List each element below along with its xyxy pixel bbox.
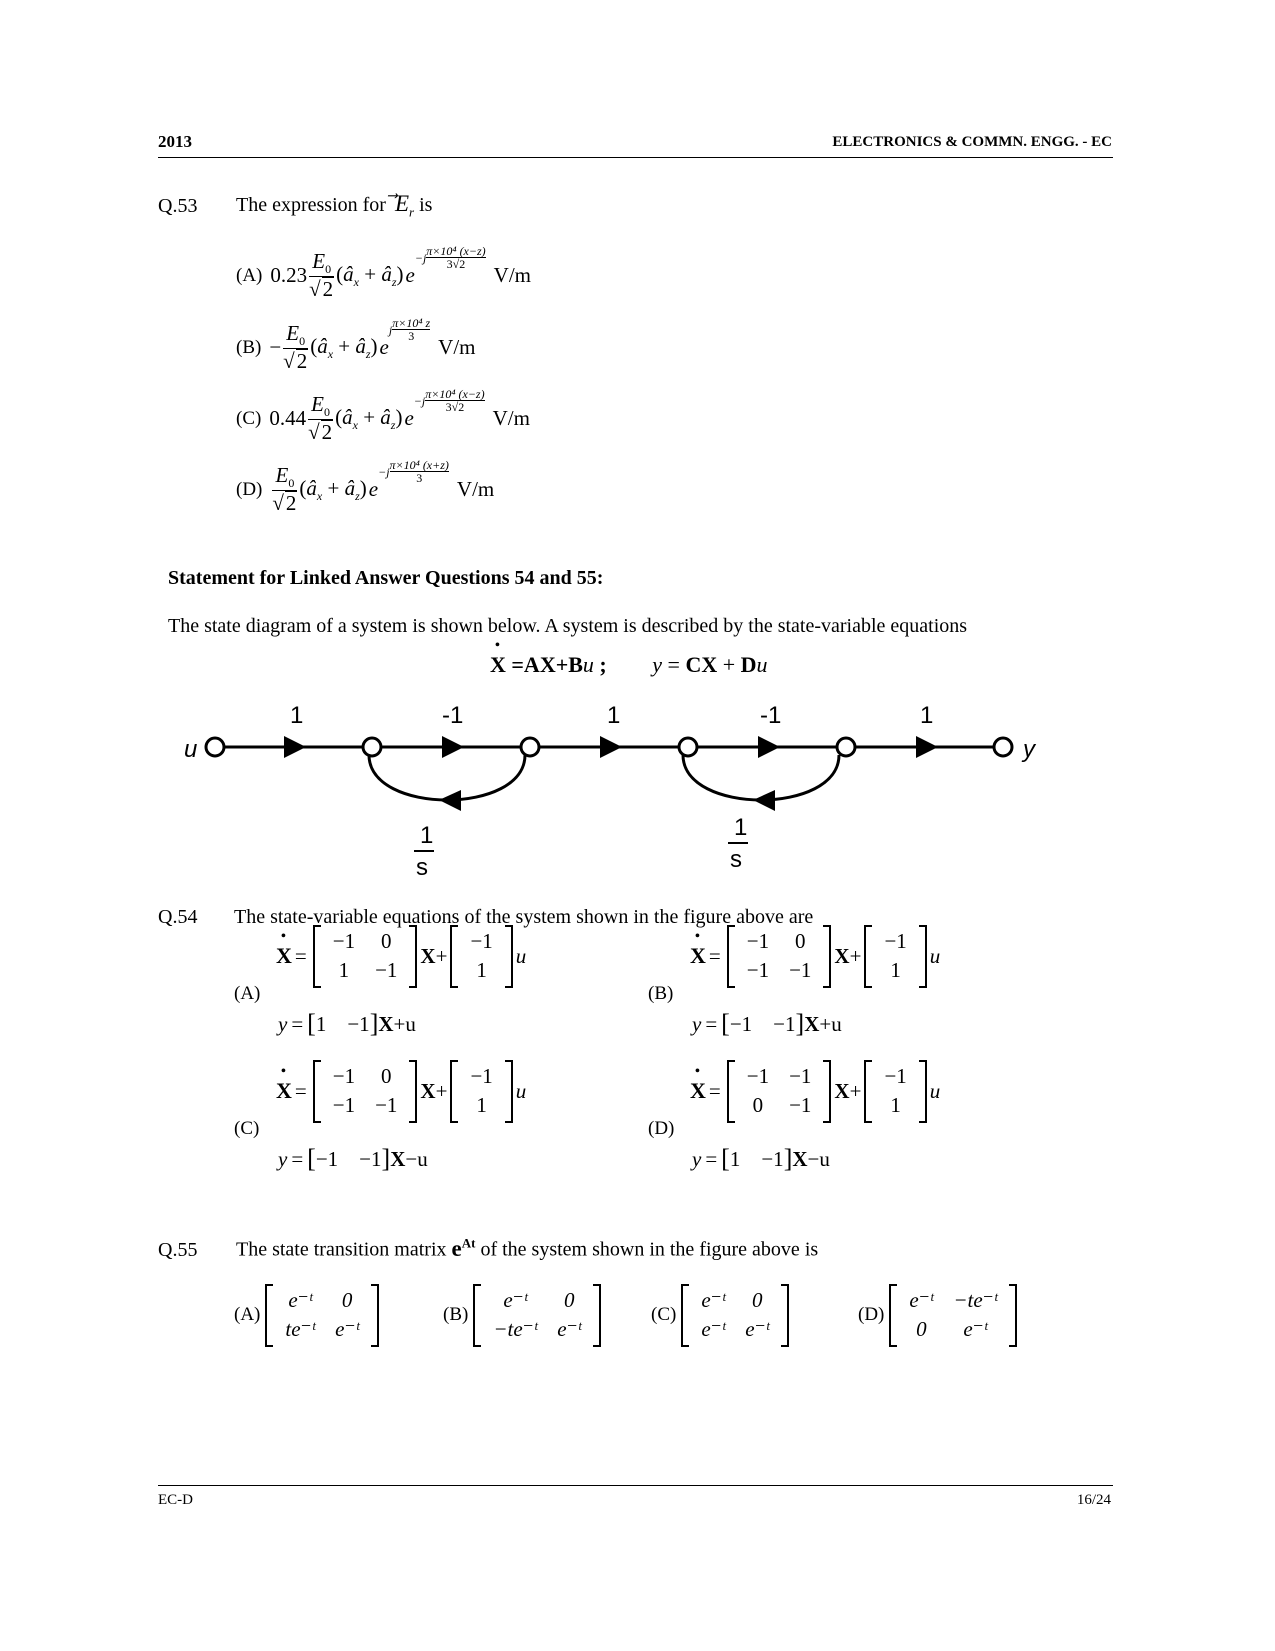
q53-option-coef: 0.44 bbox=[269, 406, 307, 431]
q54-output-equation: y = [ −1 −1 ] X −u bbox=[278, 1144, 428, 1173]
q54-matrix-a: −1 0 −1 −1 bbox=[313, 1060, 418, 1123]
q54-matrix-a: −1 0 1 −1 bbox=[313, 925, 418, 988]
footer-code: EC-D bbox=[158, 1492, 193, 1508]
exam-subject: ELECTRONICS & COMMN. ENGG. - EC bbox=[832, 134, 1112, 150]
q54-matrix-b: −1 1 bbox=[450, 1060, 512, 1123]
q54-feedthrough: +u bbox=[819, 1011, 842, 1036]
q53-option-vector: ($â_x$ + $â_z$) bbox=[335, 404, 403, 432]
q53-option-unit: V/m bbox=[456, 477, 495, 502]
q53-text-after: is bbox=[419, 194, 433, 216]
q53-option-vector: ($â_x$ + $â_z$) bbox=[336, 261, 404, 289]
q54-feedthrough: −u bbox=[405, 1146, 428, 1171]
feedback-path-1 bbox=[369, 755, 525, 800]
q54-option-label: (C) bbox=[234, 1118, 260, 1139]
q53-option-amplitude: $\frac{E_0}{√2}$ bbox=[283, 321, 308, 374]
q55-matrix: e⁻ᵗ −te⁻ᵗ 0 e⁻ᵗ bbox=[889, 1284, 1017, 1347]
q55-option-a[interactable] bbox=[234, 1284, 382, 1347]
feedback-arrow-1 bbox=[439, 790, 461, 811]
output-label: y bbox=[1023, 736, 1035, 763]
q54-matrix-a: −1 −1 0 −1 bbox=[727, 1060, 832, 1123]
q54-option-label: (B) bbox=[648, 983, 674, 1004]
state-eq-2: y = CX + Du bbox=[652, 652, 768, 677]
q53-option-exponent: −j π×10⁴ (x−z) 3√2 bbox=[414, 243, 486, 272]
node-1 bbox=[363, 738, 381, 756]
node-4 bbox=[837, 738, 855, 756]
q54-feedthrough: −u bbox=[807, 1146, 830, 1171]
gain-label-4: -1 bbox=[760, 702, 782, 729]
node-output bbox=[994, 738, 1012, 756]
arrow-5 bbox=[916, 736, 938, 758]
footer-page: 16/24 bbox=[1076, 1492, 1111, 1508]
q55-option-c[interactable] bbox=[651, 1284, 792, 1347]
feedback-1-den: s bbox=[416, 854, 428, 880]
state-equations bbox=[490, 652, 768, 678]
feedback-2-num: 1 bbox=[734, 814, 748, 841]
node-input bbox=[206, 738, 224, 756]
gain-label-1: 1 bbox=[290, 702, 304, 729]
q55-matrix: e⁻ᵗ 0 −te⁻ᵗ e⁻ᵗ bbox=[473, 1284, 601, 1347]
q55-stem bbox=[236, 1235, 818, 1262]
q55-option-label: (A) bbox=[234, 1304, 261, 1326]
q53-option-unit: V/m bbox=[493, 263, 531, 288]
q53-option-unit: V/m bbox=[438, 335, 476, 360]
q53-option-label: (D) bbox=[236, 478, 263, 500]
q53-option-exp-base: e bbox=[379, 335, 389, 360]
q55-option-label: (D) bbox=[858, 1304, 885, 1326]
q53-option-label: (A) bbox=[236, 264, 263, 286]
q53-symbol: $E_r$ bbox=[394, 191, 415, 220]
q54-matrix-b: −1 1 bbox=[450, 925, 512, 988]
q55-option-label: (C) bbox=[651, 1304, 677, 1326]
q54-matrix-c: 1 −1 bbox=[315, 1011, 370, 1036]
q53-option-coef: 0.23 bbox=[270, 263, 308, 288]
q54-matrix-c: 1 −1 bbox=[729, 1146, 784, 1171]
q53-option-vector: ($â_x$ + $â_z$) bbox=[299, 475, 367, 503]
q53-option-exponent: −j π×10⁴ (x−z) 3√2 bbox=[413, 386, 485, 415]
q53-option-vector: ($â_x$ + $â_z$) bbox=[310, 333, 378, 361]
feedback-path-2 bbox=[683, 755, 839, 800]
q54-feedthrough: +u bbox=[393, 1011, 416, 1036]
q53-option-exp-base: e bbox=[404, 406, 414, 431]
gain-label-2: -1 bbox=[442, 702, 464, 729]
arrow-1 bbox=[284, 736, 306, 758]
state-eq-1: • X =AX+Bu ; bbox=[490, 652, 607, 677]
q53-option-exponent: −j π×10⁴ (x+z) 3 bbox=[378, 457, 449, 486]
q53-option-label: (B) bbox=[236, 336, 262, 358]
q54-matrix-b: −1 1 bbox=[864, 925, 926, 988]
arrow-4 bbox=[758, 736, 780, 758]
q55-text-before: The state transition matrix bbox=[236, 1238, 447, 1261]
arrow-2 bbox=[442, 736, 464, 758]
q53-option-a[interactable] bbox=[236, 243, 531, 302]
q54-matrix-c: −1 −1 bbox=[315, 1146, 382, 1171]
q53-option-c[interactable] bbox=[236, 386, 530, 445]
q55-symbol: $e^{At}$ bbox=[451, 1235, 476, 1261]
gain-label-5: 1 bbox=[920, 702, 934, 729]
q53-option-amplitude: $\frac{E_0}{√2}$ bbox=[308, 392, 333, 445]
q54-number: Q.54 bbox=[158, 906, 198, 928]
q55-matrix: e⁻ᵗ 0 te⁻ᵗ e⁻ᵗ bbox=[265, 1284, 379, 1347]
q53-option-sign: − bbox=[269, 335, 282, 360]
feedback-2-den: s bbox=[730, 846, 742, 873]
q55-number: Q.55 bbox=[158, 1239, 198, 1261]
node-2 bbox=[521, 738, 539, 756]
q55-option-label: (B) bbox=[443, 1304, 469, 1326]
q53-option-exp-base: e bbox=[368, 477, 379, 502]
state-diagram bbox=[170, 695, 1070, 880]
q54-state-equation: • X = −1 0 1 −1 X + −1 1 u bbox=[276, 925, 526, 988]
q53-stem bbox=[236, 191, 432, 221]
q53-text-before: The expression for bbox=[236, 194, 386, 216]
q54-output-equation: y = [ −1 −1 ] X +u bbox=[692, 1009, 842, 1038]
q54-matrix-a: −1 0 −1 −1 bbox=[727, 925, 832, 988]
q54-output-equation: y = [ 1 −1 ] X −u bbox=[692, 1144, 830, 1173]
statement-title: Statement for Linked Answer Questions 54 and 55: bbox=[168, 567, 604, 589]
q55-matrix: e⁻ᵗ 0 e⁻ᵗ e⁻ᵗ bbox=[681, 1284, 789, 1347]
q54-state-equation: • X = −1 0 −1 −1 X + −1 1 u bbox=[276, 1060, 526, 1123]
q53-option-b[interactable] bbox=[236, 315, 476, 374]
q53-option-d[interactable] bbox=[236, 457, 495, 516]
q54-matrix-b: −1 1 bbox=[864, 1060, 926, 1123]
gain-label-3: 1 bbox=[607, 702, 621, 729]
q55-option-d[interactable] bbox=[858, 1284, 1020, 1347]
q53-option-exp-base: e bbox=[405, 263, 415, 288]
header-rule bbox=[158, 157, 1113, 158]
q53-number: Q.53 bbox=[158, 195, 198, 217]
q53-option-unit: V/m bbox=[492, 406, 530, 431]
q53-option-amplitude: $\frac{E_0}{√2}$ bbox=[272, 463, 297, 516]
q53-option-label: (C) bbox=[236, 407, 262, 429]
q53-option-exponent: j π×10⁴ z 3 bbox=[388, 315, 431, 344]
feedback-1-num: 1 bbox=[420, 822, 434, 849]
q54-option-label: (D) bbox=[648, 1118, 675, 1139]
q54-state-equation: • X = −1 0 −1 −1 X + −1 1 u bbox=[690, 925, 940, 988]
feedback-arrow-2 bbox=[753, 790, 775, 811]
footer-rule bbox=[158, 1485, 1113, 1486]
q54-option-label: (A) bbox=[234, 983, 261, 1004]
q55-option-b[interactable] bbox=[443, 1284, 604, 1347]
statement-text: The state diagram of a system is shown below. A system is described by the state-variable equations bbox=[168, 615, 968, 637]
arrow-3 bbox=[600, 736, 622, 758]
q55-text-after: of the system shown in the figure above is bbox=[480, 1238, 819, 1261]
node-3 bbox=[679, 738, 697, 756]
q54-matrix-c: −1 −1 bbox=[729, 1011, 796, 1036]
q54-output-equation: y = [ 1 −1 ] X +u bbox=[278, 1009, 416, 1038]
input-label: u bbox=[184, 736, 198, 763]
q54-state-equation: • X = −1 −1 0 −1 X + −1 1 u bbox=[690, 1060, 940, 1123]
exam-year: 2013 bbox=[158, 132, 192, 151]
q54-text: The state-variable equations of the system shown in the figure above are bbox=[234, 906, 814, 928]
q53-option-amplitude: $\frac{E_0}{√2}$ bbox=[309, 249, 334, 302]
